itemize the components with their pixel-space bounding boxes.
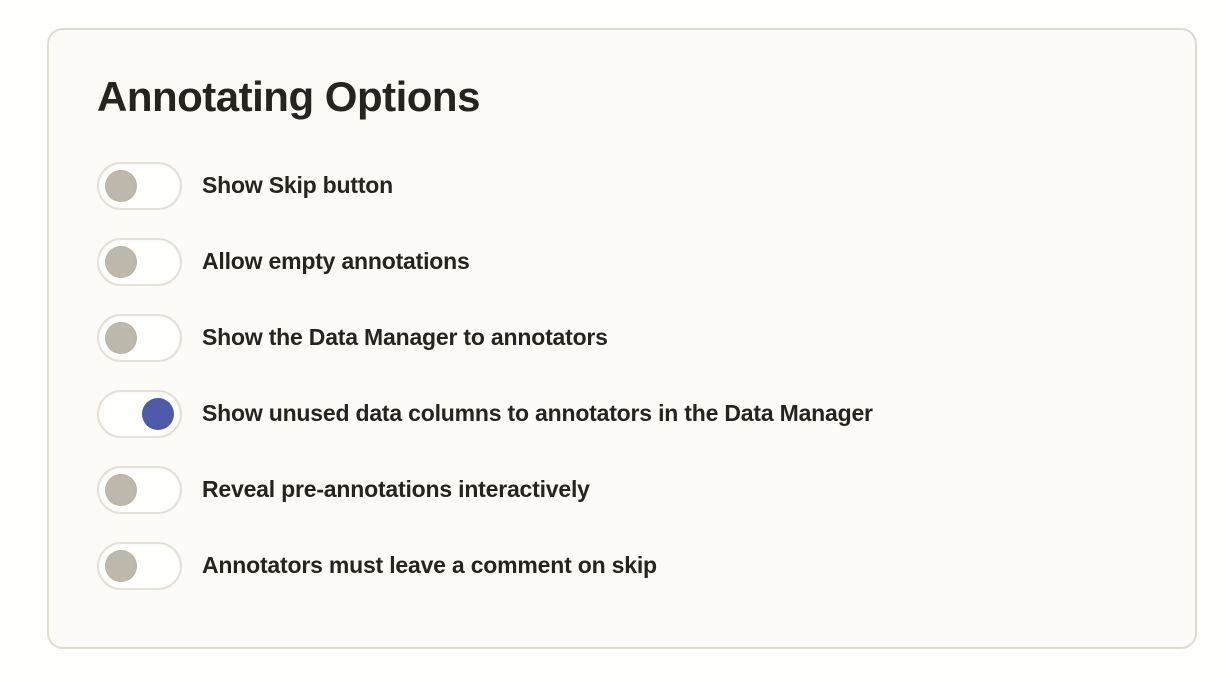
toggle-allow-empty-annotations[interactable] [97, 238, 182, 286]
page-title: Annotating Options [97, 73, 480, 120]
annotating-options-card [47, 28, 1197, 649]
option-row-show-unused-columns [97, 390, 1147, 438]
toggle-reveal-preannotations[interactable] [97, 466, 182, 514]
option-row-show-skip-button [97, 162, 1147, 210]
toggle-knob [105, 550, 137, 582]
option-label: Show Skip button [202, 172, 393, 199]
toggle-knob [105, 246, 137, 278]
toggle-knob [142, 398, 174, 430]
toggle-show-unused-columns[interactable] [97, 390, 182, 438]
toggle-show-skip-button[interactable] [97, 162, 182, 210]
toggle-comment-on-skip[interactable] [97, 542, 182, 590]
option-label: Reveal pre-annotations interactively [202, 476, 590, 503]
toggle-knob [105, 474, 137, 506]
option-label: Show unused data columns to annotators in the Data Manager [202, 400, 873, 427]
option-row-show-data-manager [97, 314, 1147, 362]
option-row-reveal-preannotations [97, 466, 1147, 514]
option-label: Allow empty annotations [202, 248, 470, 275]
toggle-knob [105, 170, 137, 202]
option-label: Show the Data Manager to annotators [202, 324, 608, 351]
option-row-comment-on-skip [97, 542, 1147, 590]
toggle-show-data-manager[interactable] [97, 314, 182, 362]
options-list [97, 162, 1147, 590]
option-row-allow-empty-annotations [97, 238, 1147, 286]
toggle-knob [105, 322, 137, 354]
option-label: Annotators must leave a comment on skip [202, 552, 657, 579]
